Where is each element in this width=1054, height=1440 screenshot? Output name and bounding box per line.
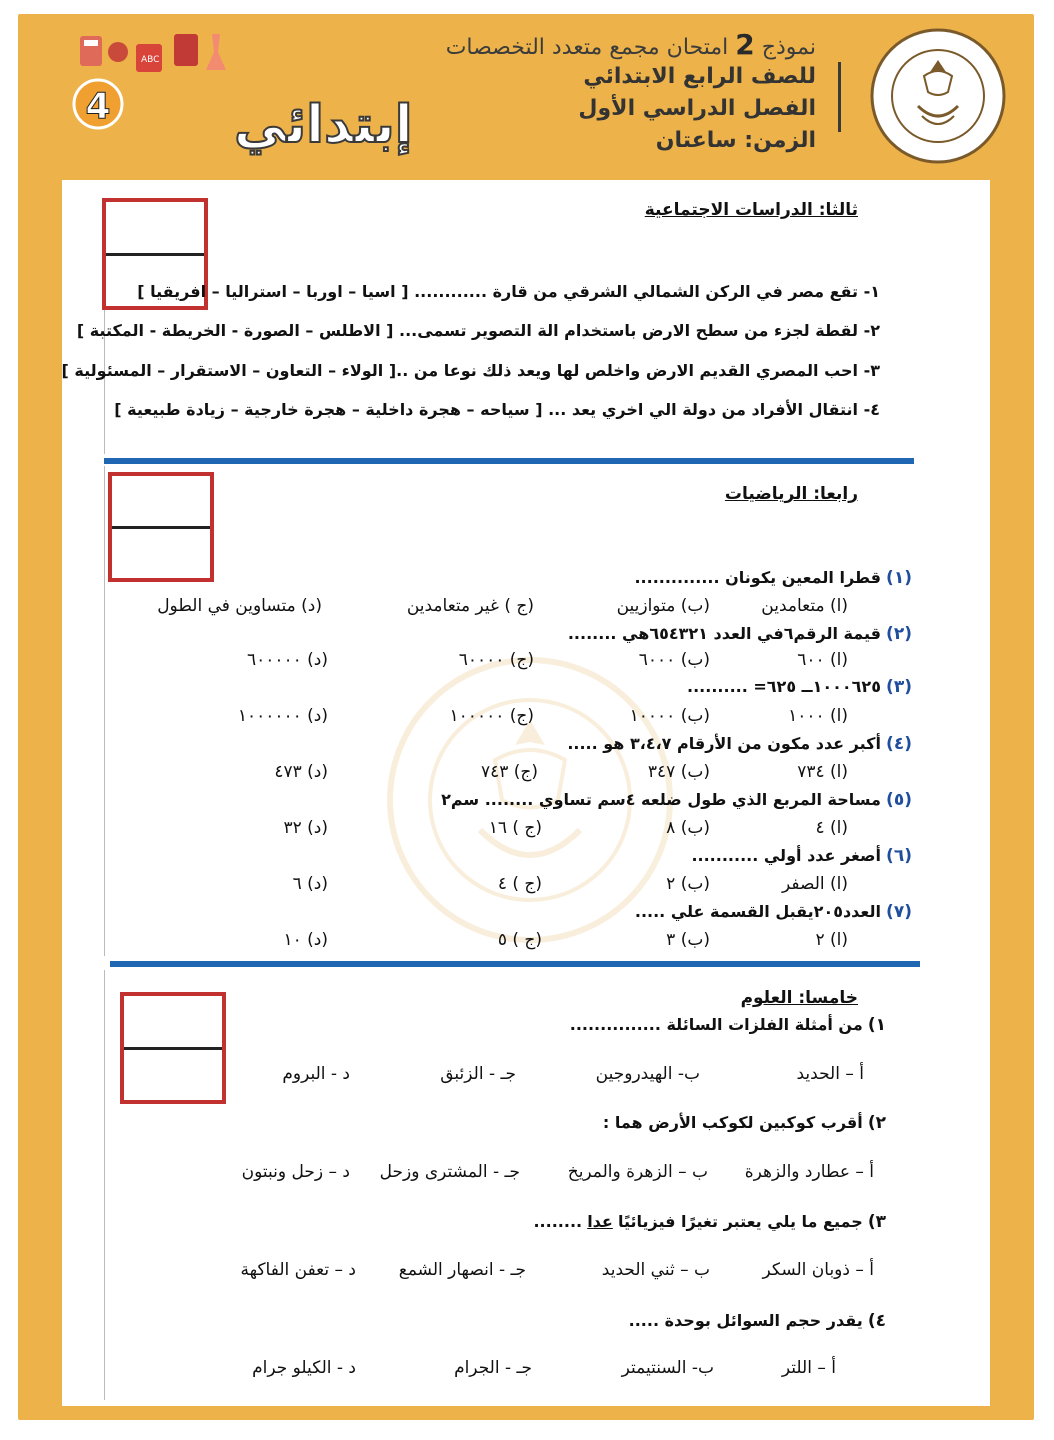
section-left-rule	[104, 970, 105, 1400]
primary-logo-icon	[62, 24, 413, 174]
option-c[interactable]: جـ - المشترى وزحل	[379, 1162, 520, 1182]
math-title: رابعا: الرياضيات	[724, 484, 858, 504]
option-a[interactable]: أ – ذوبان السكر	[762, 1260, 874, 1280]
option-b[interactable]: (ب) متوازيين	[616, 596, 710, 616]
option-a[interactable]: أ – الحديد	[796, 1064, 864, 1084]
option-b[interactable]: (ب) ٢	[666, 874, 710, 894]
option-b[interactable]: ب- السنتيمتر	[621, 1358, 714, 1378]
option-a[interactable]: (ا) ٧٣٤	[797, 762, 848, 782]
section-divider	[104, 458, 914, 464]
math-question: (٢) قيمة الرقم٦في العدد ٦٥٤٣٢١هي ........	[567, 624, 912, 644]
option-a[interactable]: (ا) ٢	[815, 930, 848, 950]
social-title: ثالثا: الدراسات الاجتماعية	[644, 200, 858, 220]
ministry-seal-icon	[868, 26, 1008, 166]
math-question: (٣) ١٠٠٠٦٢٥ــ ٦٢٥= ..........	[687, 677, 912, 697]
score-box-math[interactable]	[108, 472, 214, 582]
option-c[interactable]: (ج ) غير متعامدين	[406, 596, 534, 616]
option-b[interactable]: (ب) ٨	[666, 818, 710, 838]
section-left-rule	[104, 466, 105, 956]
math-question: (٦) أصغر عدد أولي ...........	[691, 846, 912, 866]
option-b[interactable]: ب – الزهرة والمريخ	[567, 1162, 708, 1182]
option-d[interactable]: (د) متساوين في الطول	[157, 596, 322, 616]
option-c[interactable]: (ج ) ١٦	[488, 818, 542, 838]
math-question: (٧) العدد٢٠٥يقبل القسمة علي .....	[634, 902, 912, 922]
option-d[interactable]: (د) ٤٧٣	[274, 762, 328, 782]
option-a[interactable]: (ا) الصفر	[781, 874, 848, 894]
science-question: ٤) يقدر حجم السوائل بوحدة .....	[628, 1311, 886, 1331]
option-c[interactable]: جـ - الزئبق	[440, 1064, 516, 1084]
option-d[interactable]: (د) ١٠	[283, 930, 328, 950]
option-a[interactable]: (ا) متعامدين	[761, 596, 848, 616]
section-divider	[110, 961, 920, 967]
svg-text:ABC: ABC	[141, 55, 160, 65]
option-d[interactable]: د – تعفن الفاكهة	[240, 1260, 356, 1280]
option-a[interactable]: (ا) ١٠٠٠	[788, 706, 848, 726]
score-box-science[interactable]	[120, 992, 226, 1104]
math-question: (١) قطرا المعين يكونان ..............	[634, 568, 912, 588]
option-d[interactable]: د - البروم	[282, 1064, 350, 1084]
science-question: ٢) أقرب كوكبين لكوكب الأرض هما :	[602, 1113, 886, 1133]
science-title: خامسا: العلوم	[740, 988, 858, 1008]
logo-text: إبتدائي	[234, 95, 413, 155]
option-a[interactable]: أ – اللتر	[781, 1358, 836, 1378]
math-question: (٥) مساحة المربع الذي طول ضلعه ٤سم تساوي ........ سم٢	[441, 790, 912, 810]
option-d[interactable]: (د) ٦	[292, 874, 328, 894]
option-a[interactable]: (ا) ٤	[815, 818, 848, 838]
exam-model-title: نموذج 2 امتحان مجمع متعدد التخصصات	[445, 28, 816, 61]
math-question: (٤) أكبر عدد مكون من الأرقام ٣،٤،٧ هو .....	[567, 734, 912, 754]
option-d[interactable]: د – زحل ونبتون	[241, 1162, 350, 1182]
science-question: ١) من أمثلة الفلزات السائلة ...............	[569, 1015, 886, 1035]
option-c[interactable]: (ج ) ٥	[497, 930, 542, 950]
option-c[interactable]: جـ - انصهار الشمع	[398, 1260, 526, 1280]
option-b[interactable]: (ب) ١٠٠٠٠	[629, 706, 710, 726]
social-q4: ٤- انتقال الأفراد من دولة الي اخري يعد ... [ سياحه – هجرة داخلية – هجرة خارجية – زيادة طبيعية ]	[114, 400, 880, 419]
option-d[interactable]: (د) ١٠٠٠٠٠٠	[237, 706, 328, 726]
grade-line: للصف الرابع الابتدائي	[583, 64, 816, 89]
social-q1: ١- تقع مصر في الركن الشمالي الشرقي من قارة ............ [ اسيا – اوربا – استراليا – افريقيا ]	[137, 282, 880, 301]
option-a[interactable]: (ا) ٦٠٠	[797, 650, 848, 670]
social-q2: ٢- لقطة لجزء من سطح الارض باستخدام الة التصوير تسمى... [ الاطلس – الصورة - الخريطة - المكتبة ]	[76, 321, 880, 340]
option-c[interactable]: (ج) ٦٠٠٠٠	[458, 650, 534, 670]
option-b[interactable]: (ب) ٣٤٧	[647, 762, 710, 782]
option-c[interactable]: (ج) ١٠٠٠٠٠	[449, 706, 534, 726]
option-c[interactable]: (ج ) ٤	[497, 874, 542, 894]
option-b[interactable]: ب- الهيدروجين	[595, 1064, 700, 1084]
option-d[interactable]: د - الكيلو جرام	[252, 1358, 356, 1378]
option-b[interactable]: (ب) ٣	[666, 930, 710, 950]
option-d[interactable]: (د) ٣٢	[283, 818, 328, 838]
term-line: الفصل الدراسي الأول	[578, 96, 816, 121]
option-c[interactable]: (ج) ٧٤٣	[480, 762, 538, 782]
option-b[interactable]: ب – ثني الحديد	[601, 1260, 710, 1280]
option-a[interactable]: أ – عطارد والزهرة	[744, 1162, 874, 1182]
science-question: ٣) جميع ما يلي يعتبر تغيرًا فيزيائيًا عدا ........	[533, 1212, 886, 1232]
time-line: الزمن: ساعتان	[655, 128, 816, 153]
option-d[interactable]: (د) ٦٠٠٠٠٠	[246, 650, 328, 670]
social-q3: ٣- احب المصري القديم الارض واخلص لها ويعد ذلك نوعا من ..[ الولاء – التعاون – الاستقرار – المسئولية ]	[61, 361, 880, 380]
logo-number: 4	[85, 86, 111, 127]
option-b[interactable]: (ب) ٦٠٠٠	[638, 650, 710, 670]
option-c[interactable]: جـ - الجرام	[454, 1358, 532, 1378]
header-separator	[838, 62, 841, 132]
